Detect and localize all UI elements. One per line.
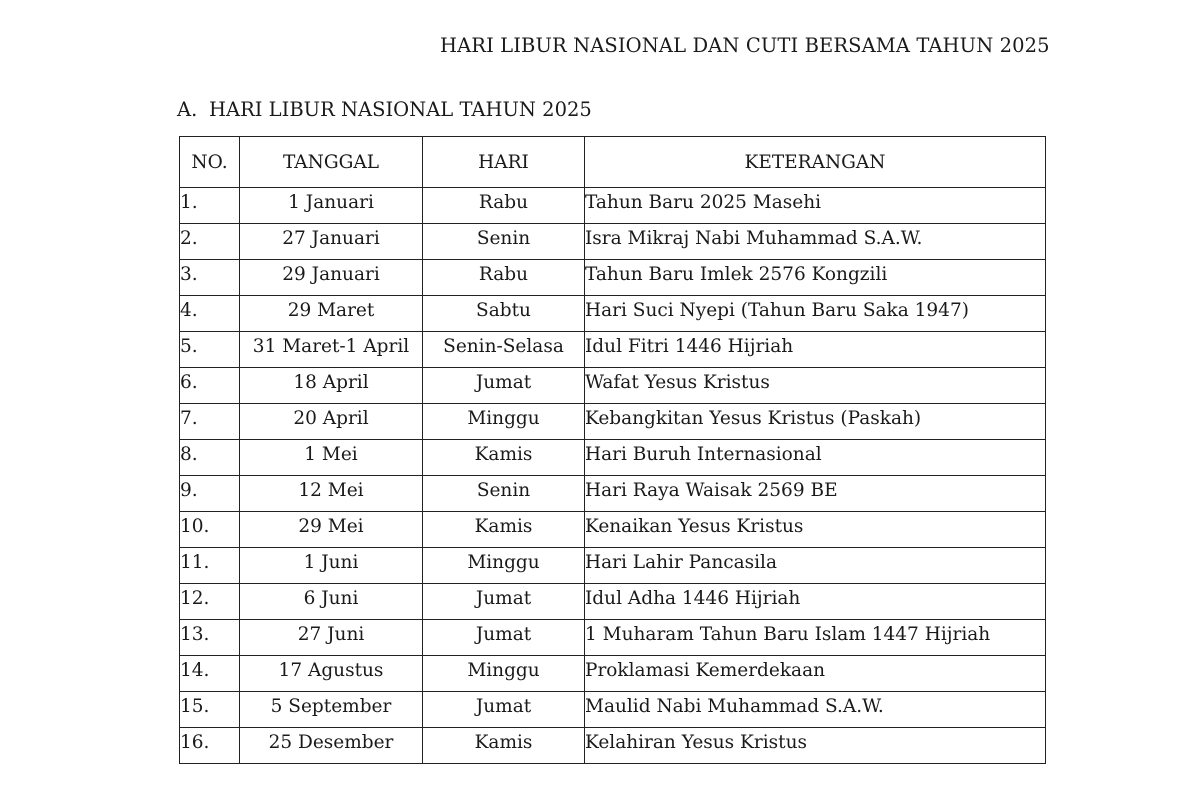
table-row (180, 404, 1046, 440)
cell-no: 7. (180, 404, 240, 440)
cell-hari: Jumat (423, 368, 585, 404)
table-row (180, 476, 1046, 512)
section-heading (177, 98, 592, 121)
cell-hari: Senin (423, 224, 585, 260)
cell-keterangan: Kebangkitan Yesus Kristus (Paskah) (585, 404, 1046, 440)
header-tanggal: TANGGAL (240, 137, 423, 188)
cell-hari: Rabu (423, 260, 585, 296)
cell-no: 5. (180, 332, 240, 368)
table-row (180, 332, 1046, 368)
table-row (180, 260, 1046, 296)
cell-tanggal: 6 Juni (240, 584, 423, 620)
table-row (180, 584, 1046, 620)
cell-hari: Jumat (423, 584, 585, 620)
cell-tanggal: 17 Agustus (240, 656, 423, 692)
cell-hari: Minggu (423, 404, 585, 440)
cell-no: 9. (180, 476, 240, 512)
cell-hari: Minggu (423, 548, 585, 584)
table-header-row (180, 137, 1046, 188)
cell-hari: Senin-Selasa (423, 332, 585, 368)
cell-keterangan: Kelahiran Yesus Kristus (585, 728, 1046, 764)
table-row (180, 188, 1046, 224)
header-keterangan: KETERANGAN (585, 137, 1046, 188)
cell-no: 6. (180, 368, 240, 404)
table-row (180, 440, 1046, 476)
holiday-table (179, 136, 1046, 764)
cell-tanggal: 20 April (240, 404, 423, 440)
cell-tanggal: 1 Juni (240, 548, 423, 584)
cell-tanggal: 18 April (240, 368, 423, 404)
header-no: NO. (180, 137, 240, 188)
cell-keterangan: Hari Suci Nyepi (Tahun Baru Saka 1947) (585, 296, 1046, 332)
table-row (180, 620, 1046, 656)
cell-hari: Kamis (423, 440, 585, 476)
table-row (180, 548, 1046, 584)
cell-tanggal: 12 Mei (240, 476, 423, 512)
cell-no: 16. (180, 728, 240, 764)
cell-no: 13. (180, 620, 240, 656)
cell-tanggal: 31 Maret-1 April (240, 332, 423, 368)
cell-tanggal: 29 Maret (240, 296, 423, 332)
cell-tanggal: 1 Januari (240, 188, 423, 224)
cell-keterangan: Kenaikan Yesus Kristus (585, 512, 1046, 548)
cell-keterangan: Proklamasi Kemerdekaan (585, 656, 1046, 692)
cell-no: 14. (180, 656, 240, 692)
cell-no: 3. (180, 260, 240, 296)
cell-no: 15. (180, 692, 240, 728)
cell-no: 4. (180, 296, 240, 332)
cell-hari: Minggu (423, 656, 585, 692)
cell-hari: Jumat (423, 692, 585, 728)
table-row (180, 656, 1046, 692)
table-row (180, 296, 1046, 332)
cell-tanggal: 1 Mei (240, 440, 423, 476)
cell-keterangan: Idul Adha 1446 Hijriah (585, 584, 1046, 620)
cell-tanggal: 27 Januari (240, 224, 423, 260)
table-row (180, 692, 1046, 728)
cell-keterangan: Hari Buruh Internasional (585, 440, 1046, 476)
cell-keterangan: Tahun Baru 2025 Masehi (585, 188, 1046, 224)
header-hari: HARI (423, 137, 585, 188)
cell-tanggal: 27 Juni (240, 620, 423, 656)
cell-hari: Kamis (423, 728, 585, 764)
cell-keterangan: Wafat Yesus Kristus (585, 368, 1046, 404)
cell-no: 2. (180, 224, 240, 260)
cell-hari: Jumat (423, 620, 585, 656)
cell-no: 8. (180, 440, 240, 476)
cell-keterangan: Hari Raya Waisak 2569 BE (585, 476, 1046, 512)
cell-hari: Senin (423, 476, 585, 512)
cell-keterangan: Idul Fitri 1446 Hijriah (585, 332, 1046, 368)
cell-hari: Rabu (423, 188, 585, 224)
table-row (180, 728, 1046, 764)
document-title: HARI LIBUR NASIONAL DAN CUTI BERSAMA TAHUN 2025 (440, 34, 1050, 57)
table-row (180, 368, 1046, 404)
cell-keterangan: 1 Muharam Tahun Baru Islam 1447 Hijriah (585, 620, 1046, 656)
cell-no: 11. (180, 548, 240, 584)
table-row (180, 224, 1046, 260)
cell-keterangan: Isra Mikraj Nabi Muhammad S.A.W. (585, 224, 1046, 260)
section-title: HARI LIBUR NASIONAL TAHUN 2025 (209, 98, 592, 121)
cell-hari: Sabtu (423, 296, 585, 332)
table-row (180, 512, 1046, 548)
section-letter: A. (177, 98, 198, 121)
cell-no: 12. (180, 584, 240, 620)
cell-keterangan: Maulid Nabi Muhammad S.A.W. (585, 692, 1046, 728)
cell-no: 10. (180, 512, 240, 548)
cell-tanggal: 25 Desember (240, 728, 423, 764)
cell-keterangan: Hari Lahir Pancasila (585, 548, 1046, 584)
cell-tanggal: 29 Januari (240, 260, 423, 296)
cell-hari: Kamis (423, 512, 585, 548)
cell-tanggal: 29 Mei (240, 512, 423, 548)
cell-no: 1. (180, 188, 240, 224)
cell-tanggal: 5 September (240, 692, 423, 728)
cell-keterangan: Tahun Baru Imlek 2576 Kongzili (585, 260, 1046, 296)
